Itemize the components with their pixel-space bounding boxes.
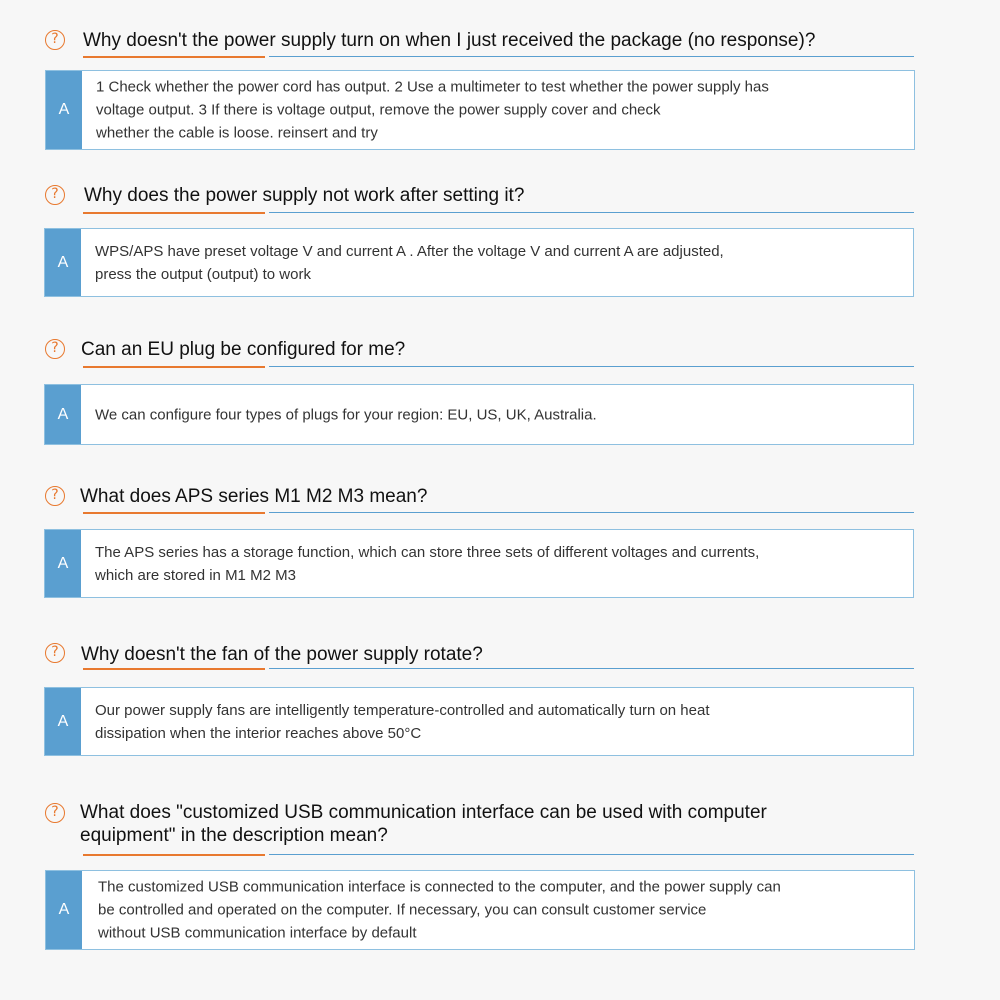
answer-badge: A (45, 229, 81, 296)
question-circle-icon: ? (45, 185, 65, 205)
answer-badge: A (46, 71, 82, 149)
answer-badge: A (45, 385, 81, 444)
faq-question: Why does the power supply not work after setting it? (84, 185, 525, 206)
question-underline-accent (83, 366, 265, 368)
faq-question: Can an EU plug be configured for me? (81, 339, 406, 360)
faq-answer-box (44, 529, 914, 598)
question-underline (269, 56, 914, 57)
faq-answer: The APS series has a storage function, which can store three sets of different voltages and currents, which are stored in M1 M2 M3 (95, 543, 760, 584)
question-circle-icon: ? (45, 30, 65, 50)
faq-question: Why doesn't the power supply turn on when I just received the package (no response)? (83, 30, 816, 51)
question-underline (269, 854, 914, 855)
faq-answer-box (45, 70, 915, 150)
question-underline-accent (83, 854, 265, 856)
faq-answer-box (44, 384, 914, 445)
faq-answer-box (44, 687, 914, 756)
faq-question: What does APS series M1 M2 M3 mean? (80, 486, 428, 507)
faq-answer: We can configure four types of plugs for your region: EU, US, UK, Australia. (95, 406, 597, 423)
faq-question: Why doesn't the fan of the power supply rotate? (81, 644, 483, 665)
question-circle-icon: ? (45, 803, 65, 823)
answer-badge: A (45, 688, 81, 755)
question-circle-icon: ? (45, 643, 65, 663)
question-underline-accent (83, 212, 265, 214)
question-underline-accent (83, 56, 265, 58)
faq-answer-box (45, 870, 915, 950)
faq-answer: 1 Check whether the power cord has output. 2 Use a multimeter to test whether the power supply has voltage output. 3 If there is voltage output, remove the power supply cover and check whether the cable is loose. reinsert and try (96, 78, 769, 142)
question-circle-icon: ? (45, 486, 65, 506)
question-underline-accent (83, 668, 265, 670)
question-underline (269, 512, 914, 513)
faq-answer: The customized USB communication interface is connected to the computer, and the power supply can be controlled and operated on the computer. If necessary, you can consult customer service without USB communication interface by default (98, 878, 781, 942)
question-underline-accent (83, 512, 265, 514)
question-underline (269, 668, 914, 669)
question-underline (269, 212, 914, 213)
question-circle-icon: ? (45, 339, 65, 359)
faq-answer-box (44, 228, 914, 297)
answer-badge: A (45, 530, 81, 597)
faq-answer: WPS/APS have preset voltage V and current A . After the voltage V and current A are adjusted, press the output (output) to work (95, 242, 724, 283)
faq-answer: Our power supply fans are intelligently temperature-controlled and automatically turn on heat dissipation when the interior reaches above 50°C (95, 701, 710, 742)
question-underline (269, 366, 914, 367)
answer-badge: A (46, 871, 82, 949)
faq-question: What does "customized USB communication interface can be used with computer equipment" in the description mean? (80, 802, 767, 846)
